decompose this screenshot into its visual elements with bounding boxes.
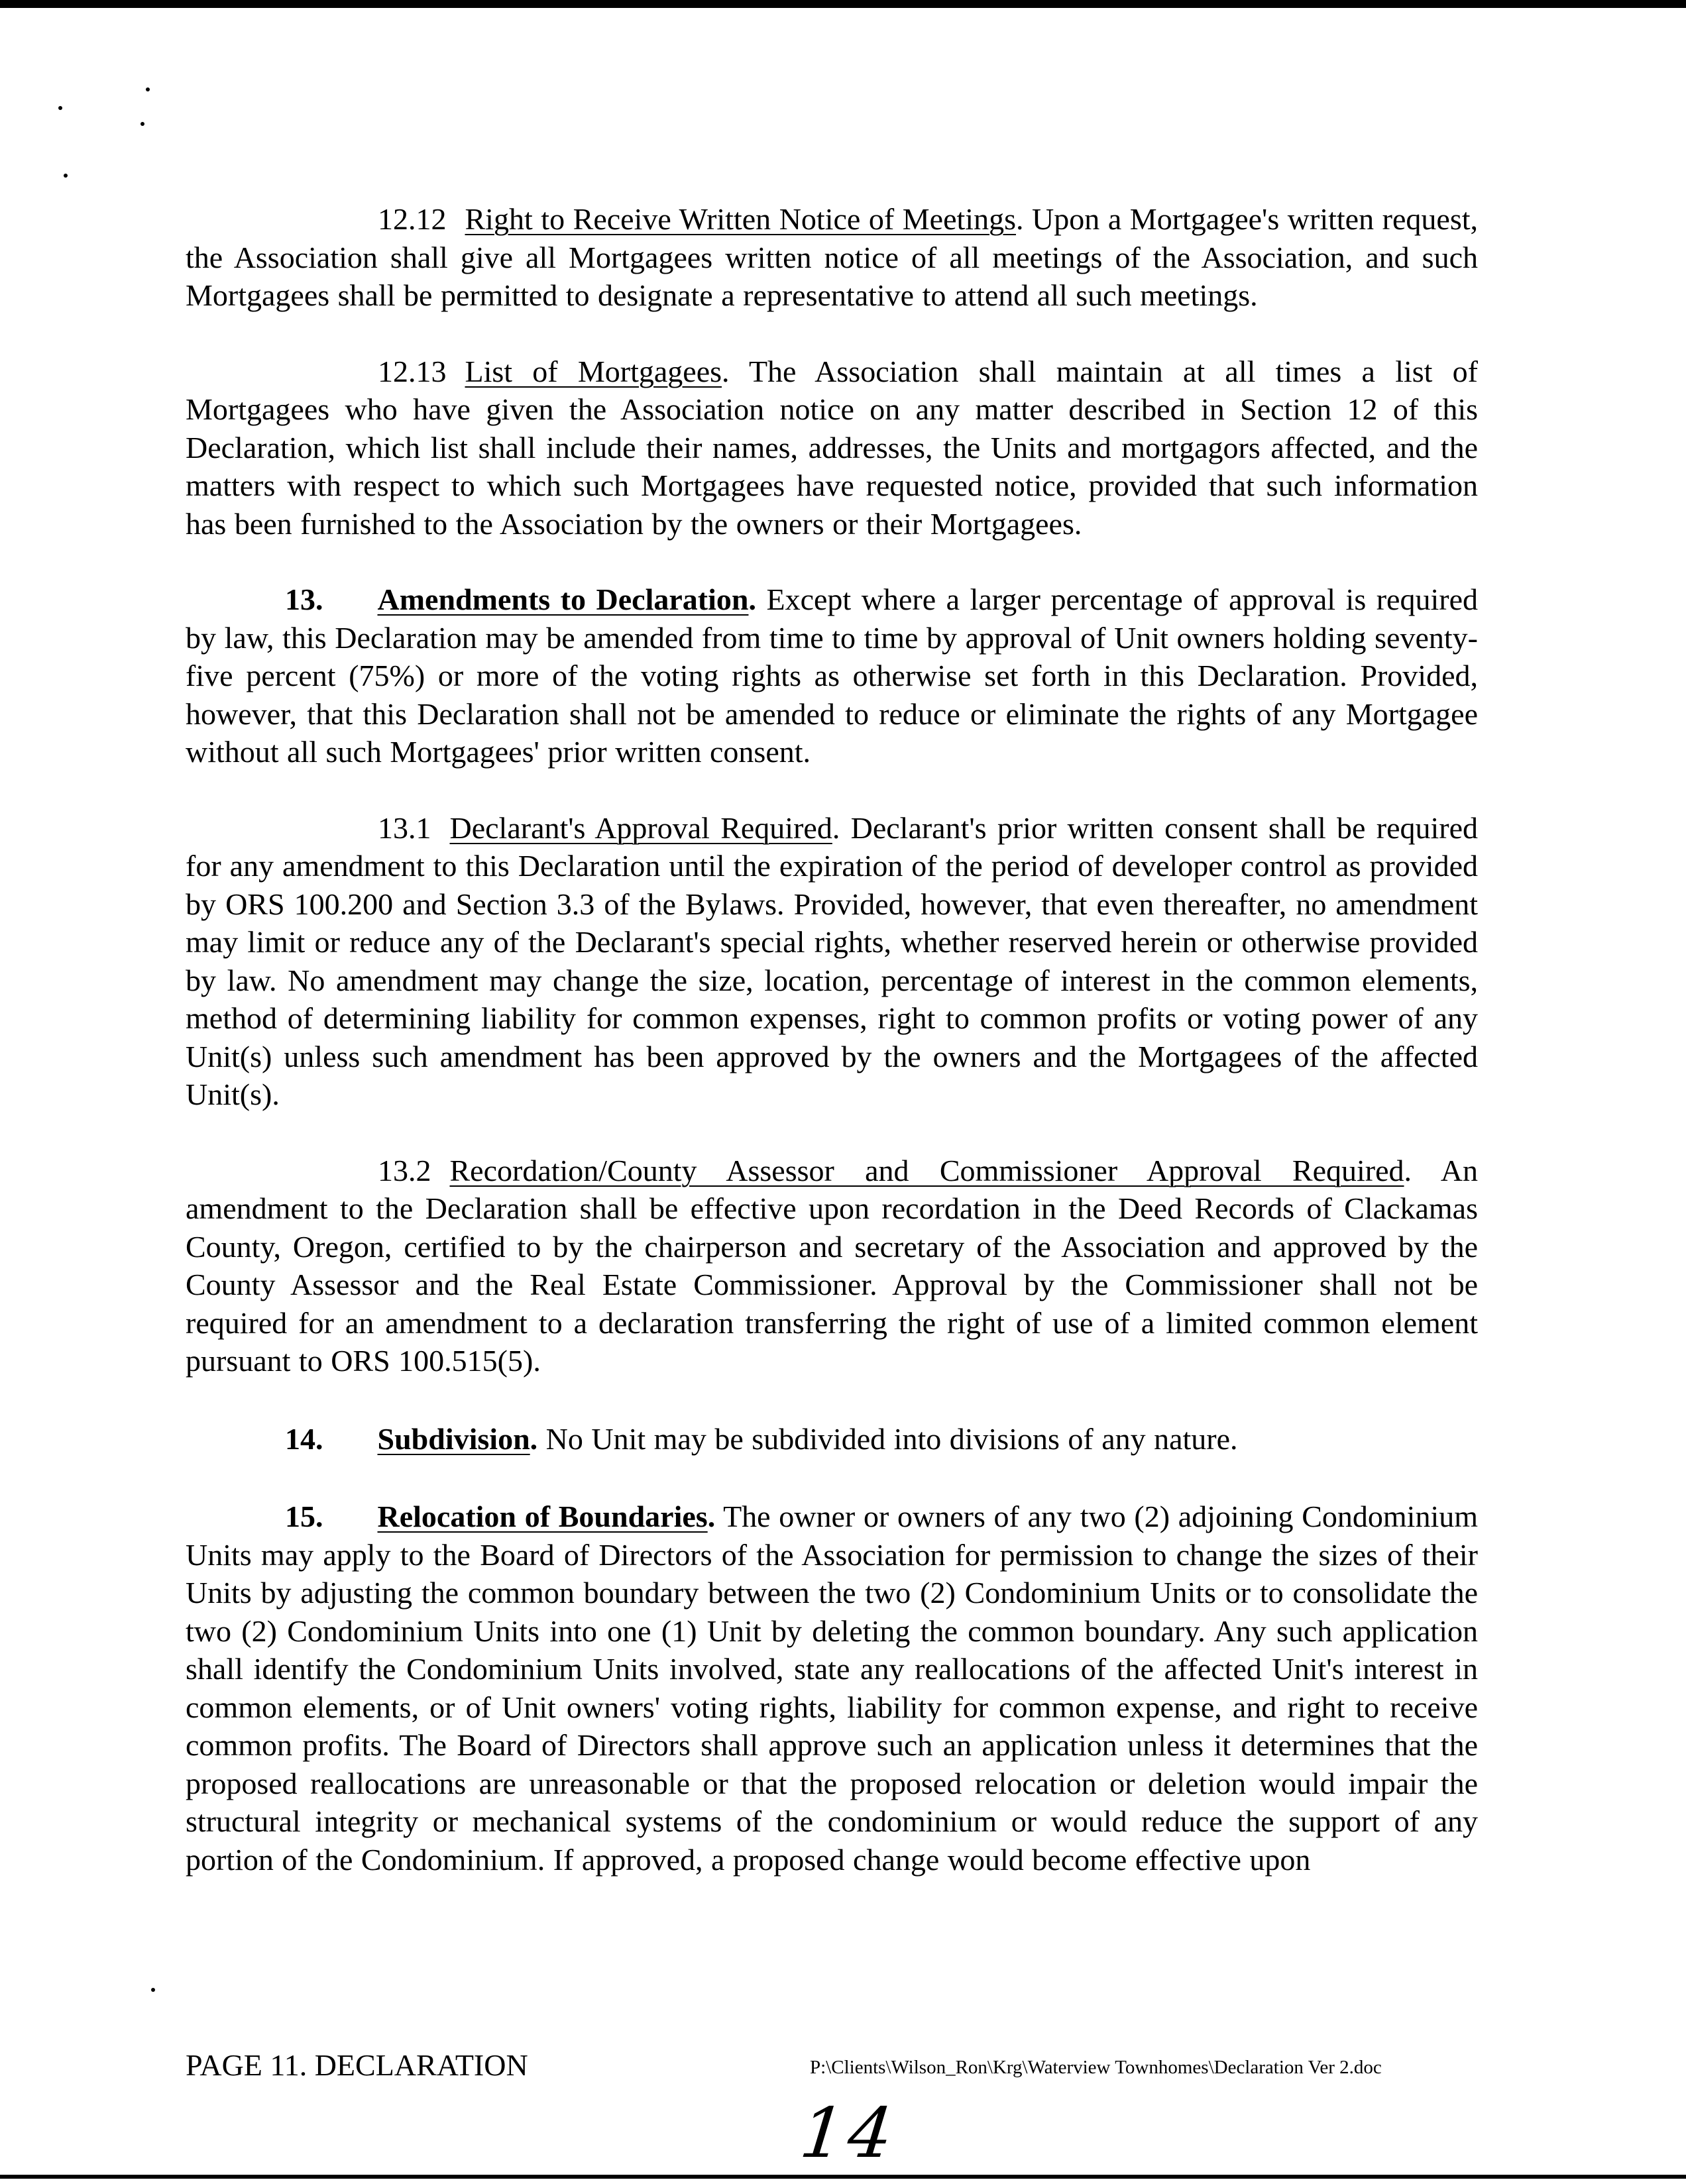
scan-speck (64, 174, 68, 178)
scan-speck (146, 87, 150, 91)
scan-speck (140, 122, 144, 126)
section-number: 13.2 (378, 1153, 431, 1187)
section-number: 13. (285, 582, 323, 616)
section-number: 15. (285, 1500, 323, 1533)
section-heading: Declarant's Approval Required (449, 810, 832, 845)
section-12-12: 12.12 Right to Receive Written Notice of Meetings. Upon a Mortgagee's written request, the Association shall give all Mortgagees written notice of all meetings of the Association, and such Mortgagees shall be permitted to designate a representative to attend all such meetings. (186, 200, 1478, 315)
section-heading: Relocation of Boundaries (377, 1500, 708, 1533)
scan-bottom-border (0, 2175, 1686, 2179)
section-body: Declarant's prior written consent shall be required for any amendment to this Declaration until the expiration of the period of developer control as provided by ORS 100.200 and Section 3.3 of the Bylaws. Provided, however, that even thereafter, no amendment may limit or reduce any of the Declarant's special rights, whether reserved herein or otherwise provided by law. No amendment may change the size, location, percentage of interest in the common elements, method of determining liability for common expenses, right to common profits or voting power of any Unit(s) unless such amendment has been approved by the owners and the Mortgagees of the affected Unit(s). (186, 810, 1478, 1111)
section-heading: Subdivision (377, 1421, 530, 1456)
section-13: 13. Amendments to Declaration. Except where a larger percentage of approval is required by law, this Declaration may be amended from time to time by approval of Unit owners holding seventy-five percent (75%) or more of the voting rights as otherwise set forth in this Declaration. Provided, however, that this Declaration shall not be amended to reduce or eliminate the rights of any Mortgagee without all such Mortgagees' prior written consent. (186, 580, 1478, 771)
scan-speck (58, 106, 62, 110)
section-body: The Association shall maintain at all times a list of Mortgagees who have given the Association notice on any matter described in Section 12 of this Declaration, which list shall include their names, addresses, the Units and mortgagors affected, and the matters with respect to which such Mortgagees have requested notice, provided that such information has been furnished to the Association by the owners or their Mortgagees. (186, 354, 1478, 541)
scan-top-border (0, 0, 1686, 8)
section-body: An amendment to the Declaration shall be effective upon recordation in the Deed Records of Clackamas County, Oregon, certified to by the chairperson and secretary of the Association and approved by the County Assessor and the Real Estate Commissioner. Approval by the Commissioner shall not be required for an amendment to a declaration transferring the right of use of a limited common element pursuant to ORS 100.515(5). (186, 1153, 1478, 1378)
section-heading: Amendments to Declaration (377, 582, 749, 616)
section-number: 12.12 (378, 202, 447, 236)
document-body (186, 200, 1478, 1879)
handwritten-page-number: 14 (796, 2093, 901, 2173)
page-footer-label: PAGE 11. DECLARATION (186, 2048, 528, 2082)
section-15: 15. Relocation of Boundaries. The owner or owners of any two (2) adjoining Condominium Units may apply to the Board of Directors of the Association for permission to change the sizes of their Units by adjusting the common boundary between the two (2) Condominium Units or to consolidate the two (2) Condominium Units into one (1) Unit by deleting the common boundary. Any such application shall identify the Condominium Units involved, state any reallocations of the affected Unit's interest in common elements, or of Unit owners' voting rights, liability for common expense, and right to receive common profits. The Board of Directors shall approve such an application unless it determines that the proposed reallocations are unreasonable or that the proposed relocation or deletion would impair the structural integrity or mechanical systems of the condominium or would reduce the support of any portion of the Condominium. If approved, a proposed change would become effective upon (186, 1498, 1478, 1879)
section-13-2: 13.2 Recordation/County Assessor and Commissioner Approval Required. An amendment to the Declaration shall be effective upon recordation in the Deed Records of Clackamas County, Oregon, certified to by the chairperson and secretary of the Association and approved by the County Assessor and the Real Estate Commissioner. Approval by the Commissioner shall not be required for an amendment to a declaration transferring the right of use of a limited common element pursuant to ORS 100.515(5). (186, 1152, 1478, 1380)
section-12-13: 12.13 List of Mortgagees. The Association shall maintain at all times a list of Mortgagees who have given the Association notice on any matter described in Section 12 of this Declaration, which list shall include their names, addresses, the Units and mortgagors affected, and the matters with respect to which such Mortgagees have requested notice, provided that such information has been furnished to the Association by the owners or their Mortgagees. (186, 353, 1478, 543)
section-heading: List of Mortgagees (465, 354, 722, 388)
section-13-1: 13.1 Declarant's Approval Required. Declarant's prior written consent shall be required for any amendment to this Declaration until the expiration of the period of developer control as provided by ORS 100.200 and Section 3.3 of the Bylaws. Provided, however, that even thereafter, no amendment may limit or reduce any of the Declarant's special rights, whether reserved herein or otherwise provided by law. No amendment may change the size, location, percentage of interest in the common elements, method of determining liability for common expenses, right to common profits or voting power of any Unit(s) unless such amendment has been approved by the owners and the Mortgagees of the affected Unit(s). (186, 809, 1478, 1114)
section-number: 14. (285, 1421, 323, 1456)
section-number: 13.1 (378, 810, 431, 845)
section-body: No Unit may be subdivided into divisions of any nature. (545, 1421, 1238, 1456)
file-path: P:\Clients\Wilson_Ron\Krg\Waterview Townhomes\Declaration Ver 2.doc (810, 2057, 1382, 2078)
section-body: The owner or owners of any two (2) adjoining Condominium Units may apply to the Board of Directors of the Association for permission to change the sizes of their Units by adjusting the common boundary between the two (2) Condominium Units or to consolidate the two (2) Condominium Units into one (1) Unit by deleting the common boundary. Any such application shall identify the Condominium Units involved, state any reallocations of the affected Unit's interest in common elements, or of Unit owners' voting rights, liability for common expense, and right to receive common profits. The Board of Directors shall approve such an application unless it determines that the proposed reallocations are unreasonable or that the proposed relocation or deletion would impair the structural integrity or mechanical systems of the condominium or would reduce the support of any portion of the Condominium. If approved, a proposed change would become effective upon (186, 1500, 1479, 1877)
section-number: 12.13 (378, 354, 447, 388)
section-body: Except where a larger percentage of approval is required by law, this Declaration may be amended from time to time by approval of Unit owners holding seventy-five percent (75%) or more of the voting rights as otherwise set forth in this Declaration. Provided, however, that this Declaration shall not be amended to reduce or eliminate the rights of any Mortgagee without all such Mortgagees' prior written consent. (186, 582, 1478, 769)
section-14: 14. Subdivision. No Unit may be subdivided into divisions of any nature. (186, 1420, 1478, 1458)
scan-speck (151, 1988, 155, 1992)
section-body: Upon a Mortgagee's written request, the Association shall give all Mortgagees written notice of all meetings of the Association, and such Mortgagees shall be permitted to designate a representative to attend all such meetings. (186, 202, 1478, 312)
section-heading: Right to Receive Written Notice of Meetings (465, 202, 1016, 236)
section-heading: Recordation/County Assessor and Commissioner Approval Required (449, 1153, 1404, 1187)
